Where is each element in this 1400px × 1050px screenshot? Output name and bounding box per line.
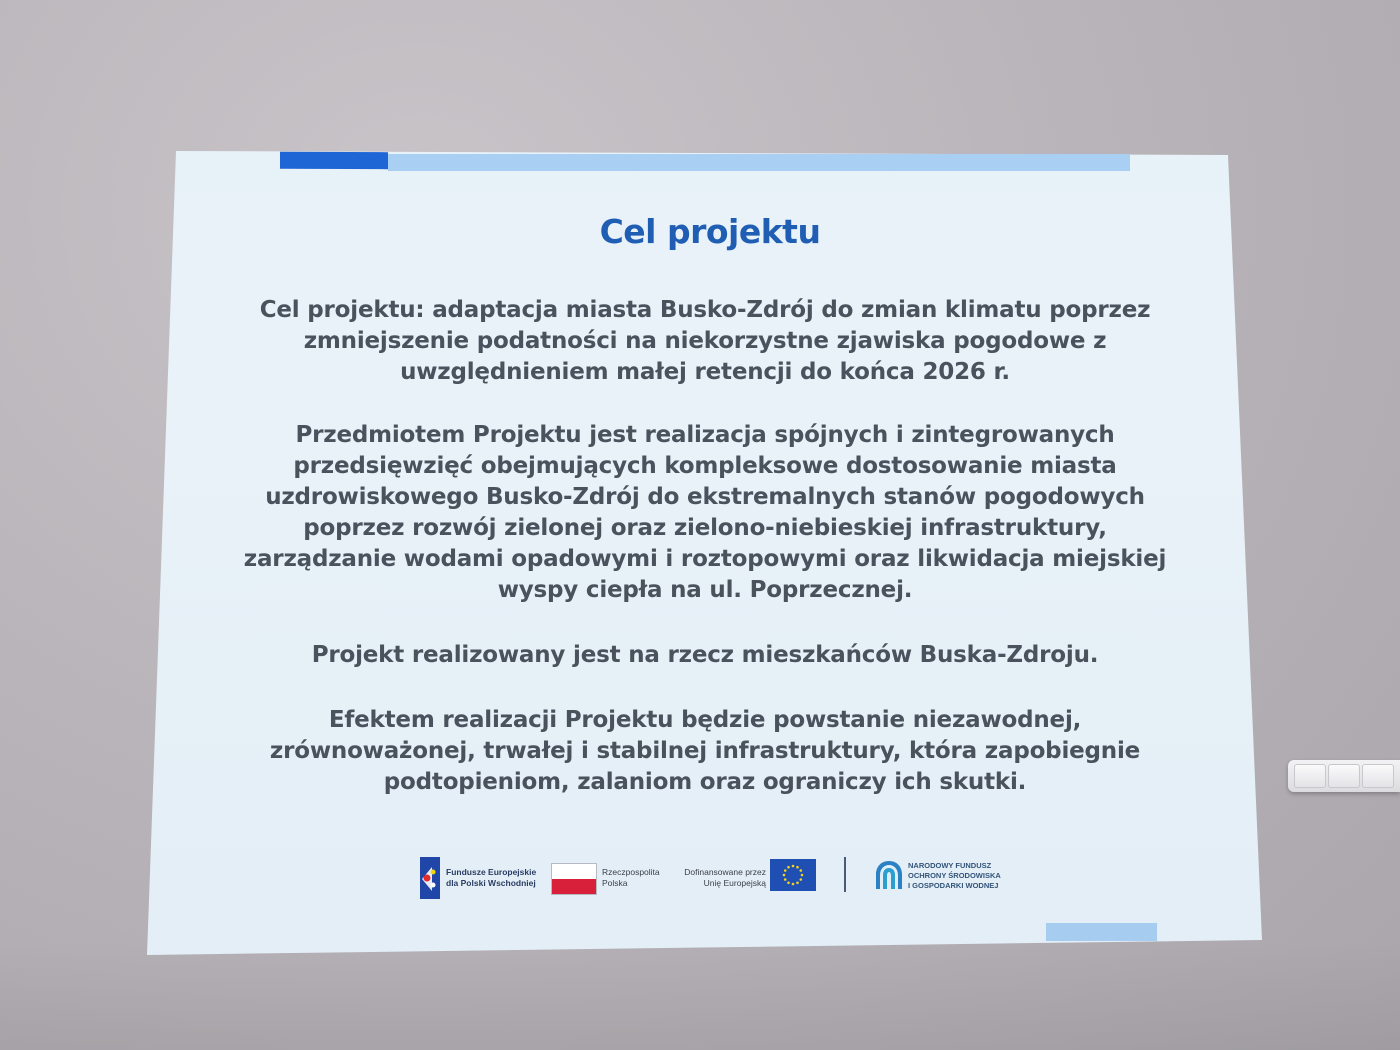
eu-star <box>796 866 799 869</box>
eu-star <box>801 874 804 877</box>
paragraph-goal <box>200 295 1210 388</box>
text-line: uwzględnieniem małej retencji do końca 2026 r. <box>400 359 1010 385</box>
wall-light-switch[interactable] <box>1288 760 1400 792</box>
nf-line3: I GOSPODARKI WODNEJ <box>908 881 999 890</box>
text-line: uzdrowiskowego Busko-Zdrój do ekstremalnych stanów pogodowych <box>265 484 1145 510</box>
logo-divider <box>844 857 846 892</box>
top-accent-bar-light <box>388 154 1130 171</box>
text-line: Cel projektu: adaptacja miasta Busko-Zdrój do zmian klimatu poprzez <box>259 297 1151 323</box>
pl-logo-text <box>602 867 660 889</box>
text-line: Efektem realizacji Projektu będzie powstanie niezawodnej, <box>328 707 1082 733</box>
eu-star <box>784 869 787 872</box>
eu-star <box>799 869 802 872</box>
text-line: podtopieniom, zalaniom oraz ograniczy ich skutki. <box>383 769 1027 795</box>
slide-title: Cel projektu <box>599 212 821 251</box>
switch-key[interactable] <box>1328 764 1360 788</box>
text-line: zmniejszenie podatności na niekorzystne zjawiska pogodowe z <box>303 328 1107 354</box>
wall-shadow <box>0 940 1400 1050</box>
eu-star <box>787 866 790 869</box>
pl-flag-icon <box>551 863 597 895</box>
fe-logo-icon <box>418 857 442 899</box>
fe-logo-text <box>446 867 536 889</box>
nfosigw-logo-text <box>908 861 1001 891</box>
slide-content <box>200 295 1210 798</box>
text-line: wyspy ciepła na ul. Poprzecznej. <box>497 577 913 603</box>
eu-flag-icon <box>770 859 816 891</box>
switch-key[interactable] <box>1294 764 1326 788</box>
nf-line2: OCHRONY ŚRODOWISKA <box>908 871 1001 880</box>
pl-line2: Polska <box>602 878 628 888</box>
switch-key[interactable] <box>1362 764 1394 788</box>
paragraph-beneficiaries <box>200 640 1210 671</box>
funding-logos-strip <box>418 855 1018 905</box>
eu-star <box>783 874 786 877</box>
eu-star <box>796 881 799 884</box>
text-line: przedsięwzięć obejmujących kompleksowe dostosowanie miasta <box>293 453 1117 479</box>
bottom-accent-bar <box>1046 923 1157 941</box>
eu-star <box>792 883 795 886</box>
eu-star <box>784 878 787 881</box>
text-line: Projekt realizowany jest na rzecz mieszkańców Buska-Zdroju. <box>311 642 1099 668</box>
text-line: zrównoważonej, trwałej i stabilnej infrastruktury, która zapobiegnie <box>269 738 1141 764</box>
nf-line1: NARODOWY FUNDUSZ <box>908 861 992 870</box>
paragraph-subject <box>200 420 1210 606</box>
nfosigw-logo-icon <box>874 859 904 891</box>
pl-line1: Rzeczpospolita <box>602 867 660 877</box>
text-line: Przedmiotem Projektu jest realizacja spójnych i zintegrowanych <box>295 422 1115 448</box>
eu-star <box>799 878 802 881</box>
eu-star <box>787 881 790 884</box>
eu-star <box>792 865 795 868</box>
text-line: poprzez rozwój zielonej oraz zielono-niebieskiej infrastruktury, <box>303 515 1107 541</box>
top-accent-bar-dark <box>280 152 388 169</box>
paragraph-effect <box>200 705 1210 798</box>
fe-line2: dla Polski Wschodniej <box>446 878 536 888</box>
eu-line2: Unię Europejską <box>703 878 766 888</box>
eu-logo-text <box>680 867 766 889</box>
text-line: zarządzanie wodami opadowymi i roztopowymi oraz likwidacja miejskiej <box>243 546 1167 572</box>
eu-line1: Dofinansowane przez <box>684 867 766 877</box>
fe-line1: Fundusze Europejskie <box>446 867 537 877</box>
eu-stars-icon <box>770 859 816 891</box>
